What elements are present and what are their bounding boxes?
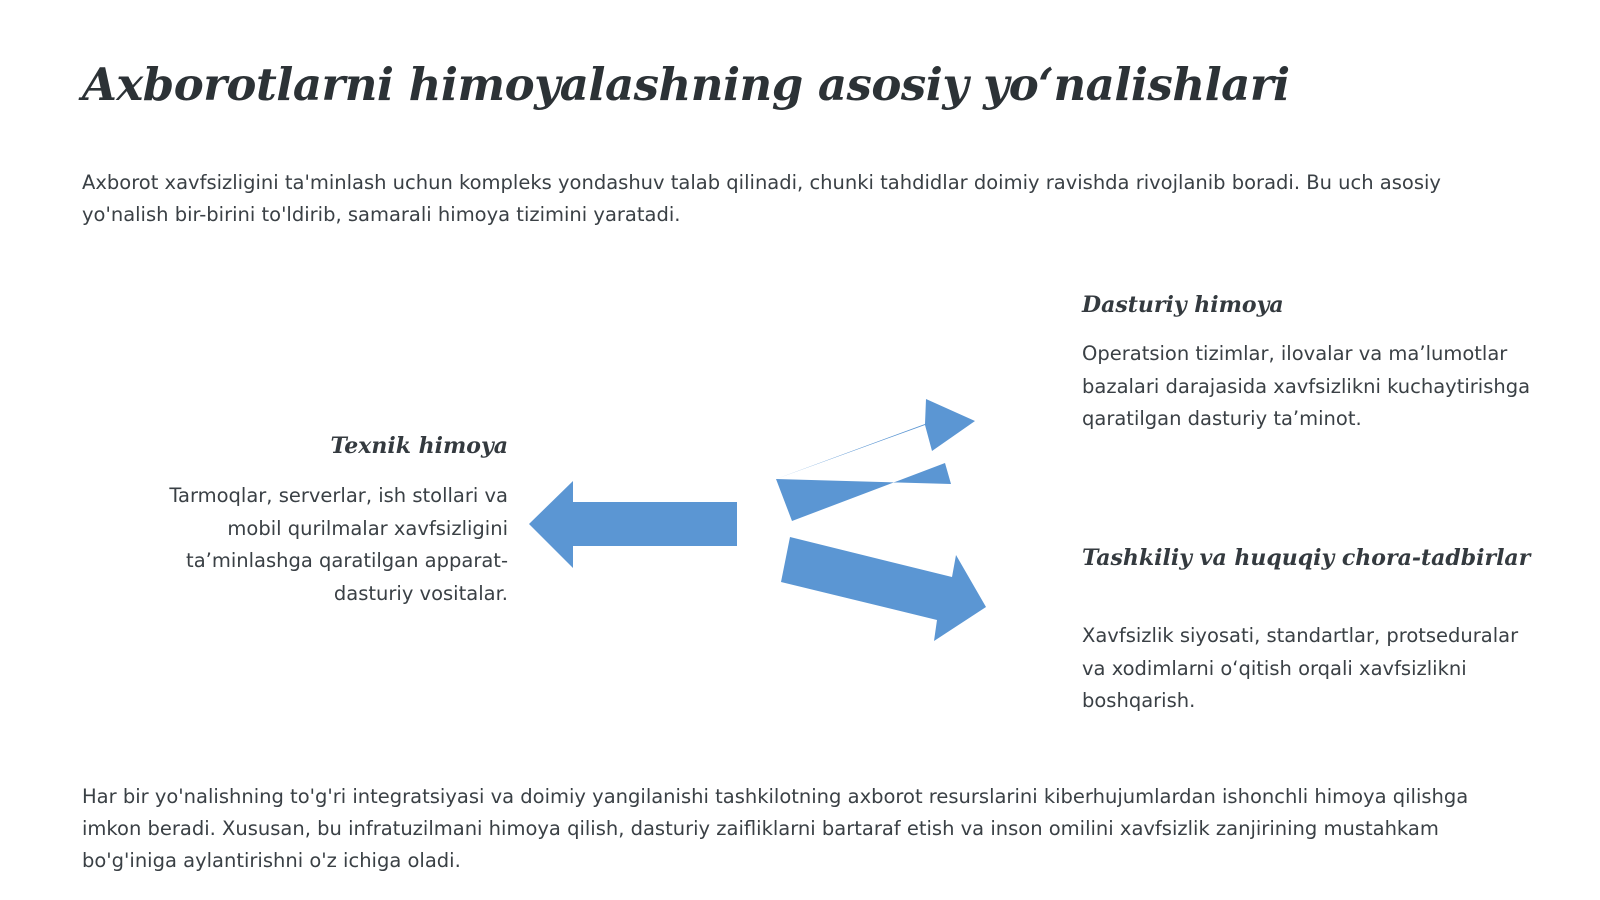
heading-tashkiliy-chora-tadbirlar: Tashkiliy va huquqiy chora-tadbirlar — [1082, 545, 1531, 571]
left-arrow — [529, 481, 737, 568]
heading-texnik-himoya: Texnik himoya — [330, 433, 508, 459]
down-right-arrow — [781, 537, 986, 641]
description-dasturiy-himoya: Operatsion tizimlar, ilovalar va ma’lumotlar bazalari darajasida xavfsizlikni kuchaytirishga qaratilgan dasturiy ta’minot. — [1082, 342, 1531, 430]
intro-paragraph: Axborot xavfsizligini ta'minlash uchun kompleks yondashuv talab qilinadi, chunki tahdidlar doimiy ravishda rivojlanib boradi. Bu uch asosiy yo'nalish bir-birini to'ldirib, samarali himoya tizimini yaratadi. — [82, 171, 1441, 226]
page-title: Axborotlarni himoyalashning asosiy yo‘nalishlari — [82, 58, 1290, 111]
description-texnik-himoya: Tarmoqlar, serverlar, ish stollari va mobil qurilmalar xavfsizligini ta’minlashga qaratilgan apparat-dasturiy vositalar. — [169, 484, 508, 605]
outro-paragraph: Har bir yo'nalishning to'g'ri integratsiyasi va doimiy yangilanishi tashkilotning axborot resurslarini kiberhujumlardan ishonchli himoya qilishga imkon beradi. Xususan, bu infratuzilmani himoya qilish, dasturiy zaifliklarni bartaraf etish va inson omilini xavfsizlik zanjirining mustahkam bo'g'iniga aylantirishni o'z ichiga oladi. — [82, 785, 1469, 872]
heading-dasturiy-himoya: Dasturiy himoya — [1082, 292, 1284, 318]
description-tashkiliy-chora-tadbirlar: Xavfsizlik siyosati, standartlar, protseduralar va xodimlarni o‘qitish orqali xavfsizlikni boshqarish. — [1082, 624, 1519, 712]
up-right-arrow — [776, 399, 975, 521]
